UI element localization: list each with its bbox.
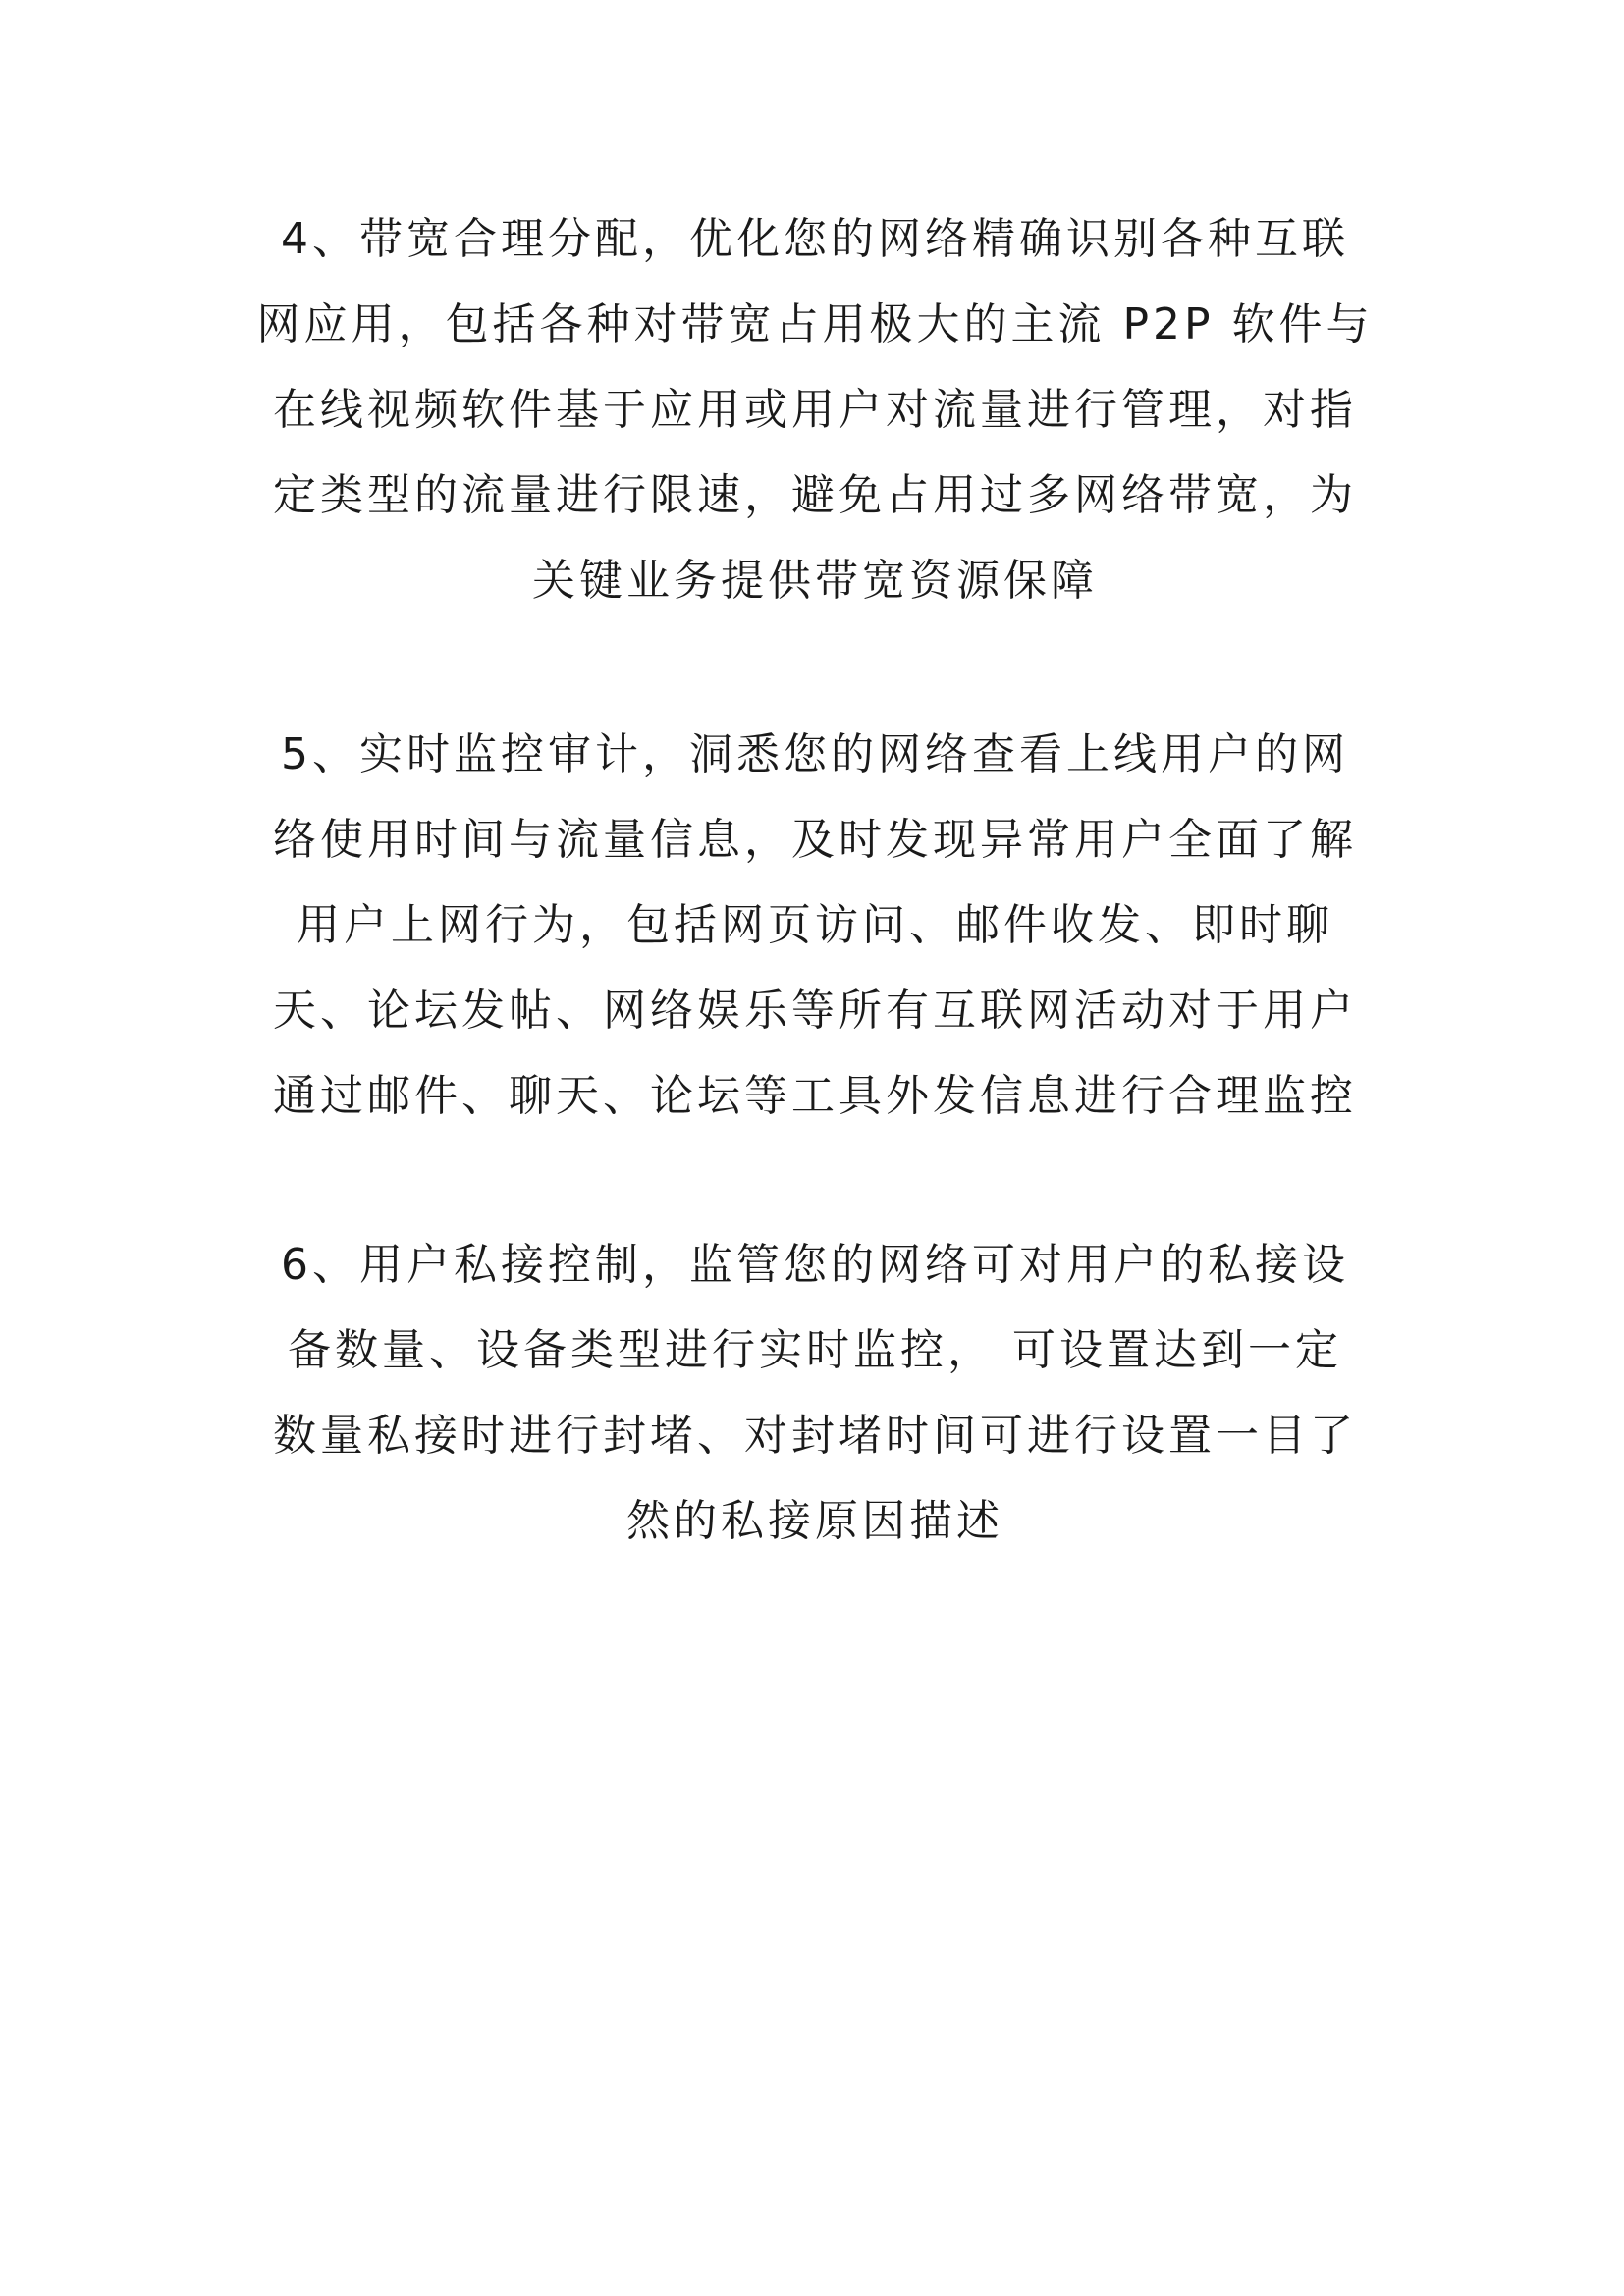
text-line: 定类型的流量进行限速，避免占用过多网络带宽，为: [273, 470, 1357, 520]
text-line: 用户上网行为，包括网页访问、邮件收发、即时聊: [297, 900, 1333, 950]
text-line: 4、带宽合理分配，优化您的网络精确识别各种互联: [281, 214, 1349, 264]
text-line: 然的私接原因描述: [626, 1496, 1003, 1546]
text-line: 通过邮件、聊天、论坛等工具外发信息进行合理监控: [273, 1071, 1357, 1121]
text-line: 在线视频软件基于应用或用户对流量进行管理，对指: [273, 385, 1357, 435]
text-line: 备数量、设备类型进行实时监控， 可设置达到一定: [288, 1325, 1342, 1375]
text-line: 网应用，包括各种对带宽占用极大的主流 P2P 软件与: [256, 299, 1374, 349]
text-line: 天、论坛发帖、网络娱乐等所有互联网活动对于用户: [273, 986, 1357, 1036]
text-line: 5、实时监控审计，洞悉您的网络查看上线用户的网: [281, 729, 1349, 779]
text-line: 6、用户私接控制，监管您的网络可对用户的私接设: [281, 1240, 1349, 1290]
text-line: 关键业务提供带宽资源保障: [532, 556, 1098, 606]
paragraph-realtime-monitoring: [245, 712, 1384, 1139]
text-line: 络使用时间与流量信息，及时发现异常用户全面了解: [273, 815, 1357, 865]
text-line: 数量私接时进行封堵、对封堵时间可进行设置一目了: [273, 1411, 1357, 1461]
paragraph-private-access-control: [245, 1222, 1384, 1564]
paragraph-bandwidth-allocation: [245, 196, 1384, 623]
